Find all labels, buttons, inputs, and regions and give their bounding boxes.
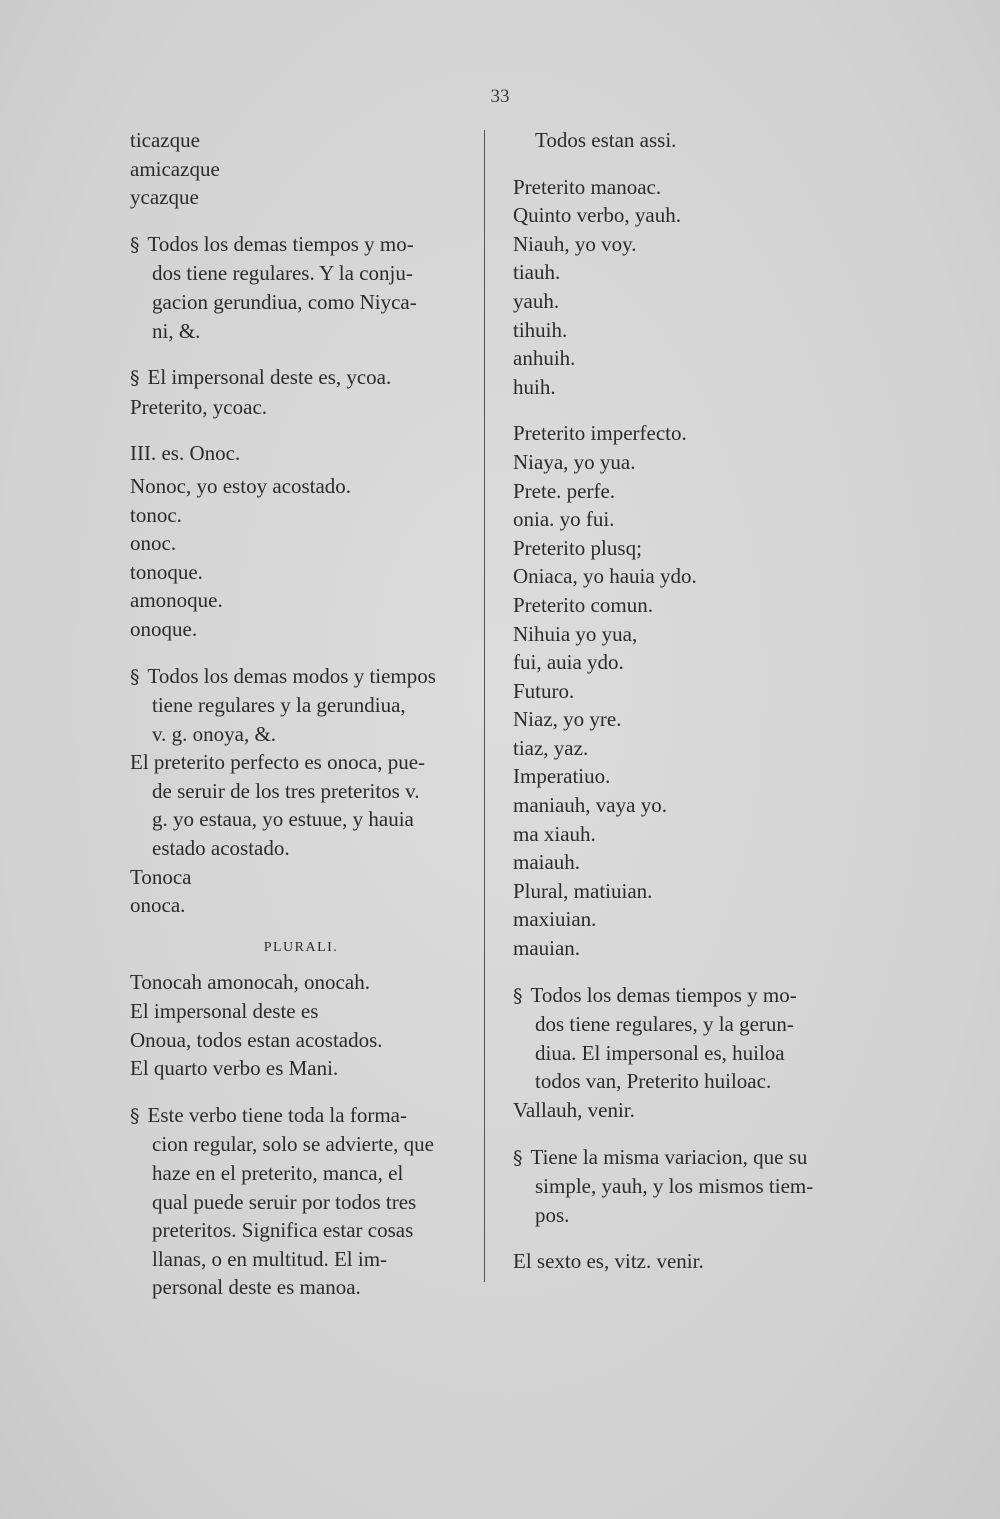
right-column (513, 126, 855, 1276)
right-para-2 (513, 1143, 855, 1230)
text-line: Niauh, yo voy. (513, 231, 637, 256)
text-line: qual puede seruir por todos tres (152, 1189, 417, 1214)
text-line: El impersonal deste es (130, 999, 319, 1024)
text-line: simple, yauh, y los mismos tiem- (535, 1174, 814, 1199)
para-text: Tiene la misma variacion, que su (530, 1144, 808, 1169)
left-block-5 (130, 863, 472, 920)
text-line (513, 1143, 855, 1173)
para-text: Todos los demas tiempos y mo- (147, 231, 414, 256)
text-line: tonoque. (130, 559, 203, 584)
text-line: Imperatiuo. (513, 764, 611, 789)
text-line: Nonoc, yo estoy acostado. (130, 473, 352, 498)
text-line: amonoque. (130, 588, 223, 613)
text-line: ycazque (130, 185, 199, 210)
text-line: onia. yo fui. (513, 507, 615, 532)
text-line: Preterito manoac. (513, 174, 662, 199)
text-line: amicazque (130, 156, 220, 181)
para-text: Todos los demas modos y tiempos (147, 663, 436, 688)
text-line: Preterito plusq; (513, 535, 642, 560)
text-line: preteritos. Significa estar cosas (152, 1218, 414, 1243)
section-sign: § (130, 1104, 140, 1127)
text-line: Tonoca (130, 864, 192, 889)
section-sign: § (130, 233, 140, 256)
text-line: Nihuia yo yua, (513, 621, 638, 646)
section-sign: § (130, 665, 140, 688)
para-text: El impersonal deste es, ycoa. (147, 365, 392, 390)
text-line: dos tiene regulares, y la gerun- (535, 1012, 794, 1037)
left-block-3 (130, 439, 472, 468)
text-line: maniauh, vaya yo. (513, 793, 667, 818)
page-number: 33 (490, 86, 510, 107)
text-line (130, 230, 472, 260)
text-line: tiaz, yaz. (513, 735, 589, 760)
section-sign: § (513, 1146, 523, 1169)
text-line: Prete. perfe. (513, 478, 616, 503)
text-line: Preterito comun. (513, 592, 653, 617)
left-para-2 (130, 363, 472, 421)
text-line: Tonocah amonocah, onocah. (130, 970, 370, 995)
left-para-5 (130, 1101, 472, 1302)
text-line: mauian. (513, 936, 581, 961)
text-line: ma xiauh. (513, 821, 596, 846)
text-line: Preterito imperfecto. (513, 421, 687, 446)
text-line: personal deste es manoa. (152, 1275, 361, 1300)
left-block-1 (130, 126, 472, 212)
text-line: ticazque (130, 128, 200, 152)
text-line: Niaya, yo yua. (513, 449, 636, 474)
text-line: v. g. onoya, &. (152, 721, 277, 746)
text-line: diua. El impersonal es, huiloa (535, 1040, 785, 1065)
text-line (513, 981, 855, 1011)
text-line: pos. (535, 1202, 570, 1227)
section-heading-plural: PLURALI. (263, 939, 339, 955)
text-line: onoca. (130, 893, 186, 918)
right-block-2 (513, 419, 855, 962)
text-line: Futuro. (513, 678, 575, 703)
left-block-6 (130, 968, 472, 1082)
text-line: Preterito, ycoac. (130, 394, 268, 419)
text-line: onoc. (130, 531, 177, 556)
para-text: Este verbo tiene toda la forma- (147, 1102, 407, 1127)
text-line: todos van, Preterito huiloac. (535, 1069, 772, 1094)
text-line: Oniaca, yo hauia ydo. (513, 564, 697, 589)
text-line: Todos estan assi. (535, 128, 677, 152)
text-line: tiene regulares y la gerundiua, (152, 693, 406, 718)
text-line (130, 363, 472, 393)
section-sign: § (513, 984, 523, 1007)
right-block-1 (513, 173, 855, 402)
left-para-4 (130, 748, 472, 862)
text-line: III. es. Onoc. (130, 441, 241, 466)
text-line: llanas, o en multitud. El im- (152, 1246, 388, 1271)
right-para-1 (513, 981, 855, 1096)
text-line: Quinto verbo, yauh. (513, 203, 681, 228)
text-line: yauh. (513, 288, 560, 313)
para-text: Todos los demas tiempos y mo- (530, 982, 797, 1007)
text-line: estado acostado. (152, 836, 290, 861)
text-line: onoque. (130, 616, 198, 641)
text-line: ni, &. (152, 318, 201, 343)
text-line: Onoua, todos estan acostados. (130, 1027, 383, 1052)
text-line: g. yo estaua, yo estuue, y hauia (152, 807, 414, 832)
column-divider (484, 130, 485, 1282)
text-line: maxiuian. (513, 907, 597, 932)
text-line: huih. (513, 374, 556, 399)
text-line: de seruir de los tres preteritos v. (152, 778, 420, 803)
text-line: tiauh. (513, 260, 561, 285)
text-line: cion regular, solo se advierte, que (152, 1132, 434, 1157)
text-line: El sexto es, vitz. venir. (513, 1249, 704, 1274)
text-line: maiauh. (513, 850, 581, 875)
text-line: fui, auia ydo. (513, 650, 624, 675)
text-line: haze en el preterito, manca, el (152, 1161, 404, 1185)
text-line: tihuih. (513, 317, 568, 342)
left-para-3 (130, 662, 472, 749)
text-line: Vallauh, venir. (513, 1098, 635, 1122)
text-line: El quarto verbo es Mani. (130, 1056, 339, 1081)
left-block-4 (130, 472, 472, 644)
section-sign: § (130, 367, 140, 390)
text-line: anhuih. (513, 346, 576, 371)
text-line: Plural, matiuian. (513, 878, 653, 903)
text-line: tonoc. (130, 502, 182, 527)
left-para-1 (130, 230, 472, 345)
text-line (130, 1101, 472, 1131)
text-line: Niaz, yo yre. (513, 707, 622, 732)
text-line (130, 662, 472, 692)
left-column (130, 126, 472, 1302)
text-line: gacion gerundiua, como Niyca- (152, 289, 417, 314)
text-line: dos tiene regulares. Y la conju- (152, 261, 413, 286)
text-line: El preterito perfecto es onoca, pue- (130, 750, 426, 775)
